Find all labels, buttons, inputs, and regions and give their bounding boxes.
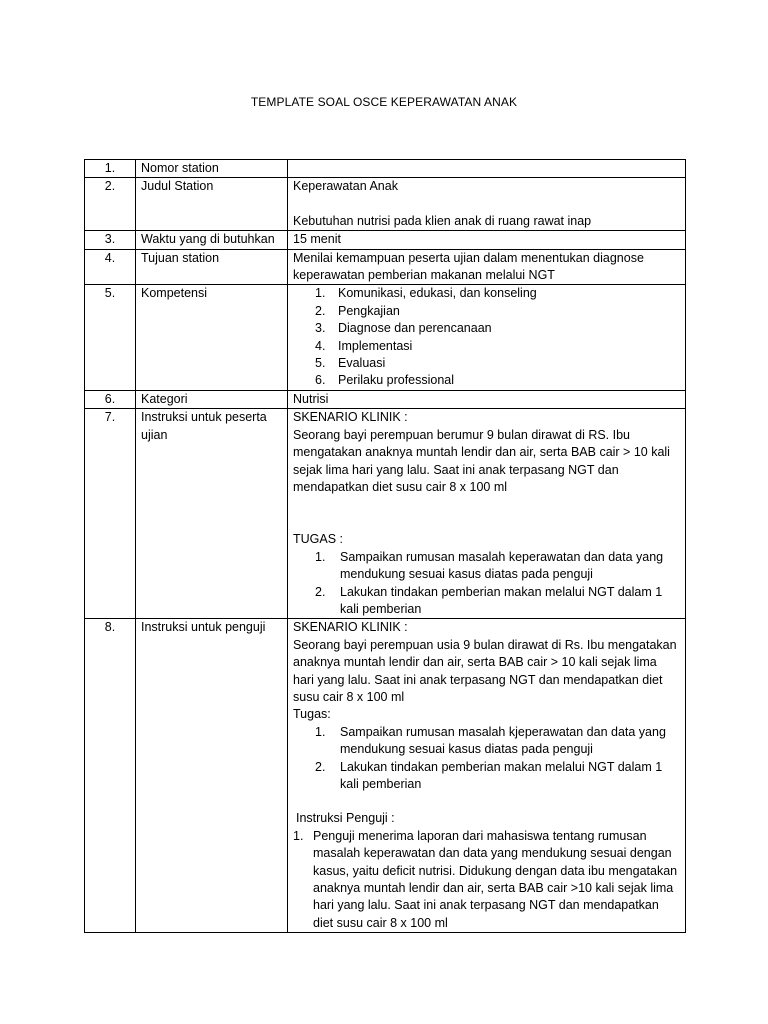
row-number: 8.	[85, 619, 136, 933]
row-label: Instruksi untuk penguji	[136, 619, 288, 933]
row-content	[288, 409, 686, 619]
row-label: Judul Station	[136, 178, 288, 231]
row-number: 3.	[85, 231, 136, 249]
table-row	[85, 390, 686, 408]
row-content: 15 menit	[288, 231, 686, 249]
row-number: 1.	[85, 160, 136, 178]
task-list	[293, 549, 680, 619]
row-label: Waktu yang di butuhkan	[136, 231, 288, 249]
station-subtitle: Kebutuhan nutrisi pada klien anak di ruang rawat inap	[293, 213, 592, 228]
table-row	[85, 160, 686, 178]
list-item: 1. Sampaikan rumusan masalah kjeperawatan dan data yang mendukung sesuai kasus diatas pada penguji	[315, 724, 666, 757]
row-number: 6.	[85, 390, 136, 408]
row-number: 7.	[85, 409, 136, 619]
row-content	[288, 178, 686, 231]
list-item: 1. Penguji menerima laporan dari mahasiswa tentang rumusan masalah keperawatan dan data yang mendukung sesuai dengan kasus, yaitu deficit nutrisi. Didukung dengan data ibu mengatakan anaknya muntah lendir dan air, serta BAB cair >10 kali sejak lima hari yang lalu. Saat ini anak terpasang NGT dan mendapatkan diet susu cair 8 x 100 ml	[293, 828, 678, 930]
examiner-list	[293, 828, 680, 932]
row-number: 4.	[85, 249, 136, 285]
table-row	[85, 178, 686, 231]
list-item: 2. Lakukan tindakan pemberian makan melalui NGT dalam 1 kali pemberian	[315, 759, 663, 791]
osce-table	[84, 159, 686, 933]
list-item: 5. Evaluasi	[315, 356, 386, 371]
competency-list	[293, 285, 680, 389]
list-item: 2. Pengkajian	[315, 303, 400, 318]
row-number: 5.	[85, 285, 136, 390]
list-item: 3. Diagnose dan perencanaan	[315, 321, 492, 336]
table-row	[85, 249, 686, 285]
row-content	[288, 619, 686, 933]
table-row	[85, 619, 686, 933]
row-content	[288, 285, 686, 390]
scenario-heading: SKENARIO KLINIK :	[293, 620, 408, 635]
list-item: 4. Implementasi	[315, 338, 413, 353]
scenario-text: Seorang bayi perempuan berumur 9 bulan dirawat di RS. Ibu mengatakan anaknya muntah lendir dan air, serta BAB cair > 10 kali sejak lima hari yang lalu. Saat ini anak terpasang NGT dan mendapatkan diet susu cair 8 x 100 ml	[293, 427, 670, 494]
table-row	[85, 285, 686, 390]
task-list	[293, 724, 680, 794]
list-item: 1. Sampaikan rumusan masalah keperawatan dan data yang mendukung sesuai kasus diatas pada penguji	[315, 549, 664, 582]
list-item: 1. Komunikasi, edukasi, dan konseling	[315, 286, 537, 301]
scenario-heading: SKENARIO KLINIK :	[293, 410, 408, 425]
row-label: Instruksi untuk peserta ujian	[136, 409, 288, 619]
row-label: Kategori	[136, 390, 288, 408]
table-row	[85, 409, 686, 619]
list-item: 2. Lakukan tindakan pemberian makan melalui NGT dalam 1 kali pemberian	[315, 584, 663, 616]
row-content: Menilai kemampuan peserta ujian dalam menentukan diagnose keperawatan pemberian makanan melalui NGT	[288, 249, 686, 285]
row-content: Nutrisi	[288, 390, 686, 408]
task-heading: Tugas:	[293, 707, 331, 722]
scenario-text: Seorang bayi perempuan usia 9 bulan dirawat di Rs. Ibu mengatakan anaknya muntah lendir dan air, serta BAB cair > 10 kali sejak lima hari yang lalu. Saat ini anak terpasang NGT dan mendapatkan diet susu cair 8 x 100 ml	[293, 637, 677, 704]
list-item: 6. Perilaku professional	[315, 373, 455, 388]
station-title: Keperawatan Anak	[293, 179, 398, 194]
examiner-heading: Instruksi Penguji :	[296, 811, 395, 826]
row-label: Kompetensi	[136, 285, 288, 390]
page-title: TEMPLATE SOAL OSCE KEPERAWATAN ANAK	[250, 95, 518, 109]
row-content	[288, 160, 686, 178]
row-number: 2.	[85, 178, 136, 231]
row-label: Tujuan station	[136, 249, 288, 285]
row-label: Nomor station	[136, 160, 288, 178]
task-heading: TUGAS :	[293, 532, 344, 547]
table-row	[85, 231, 686, 249]
